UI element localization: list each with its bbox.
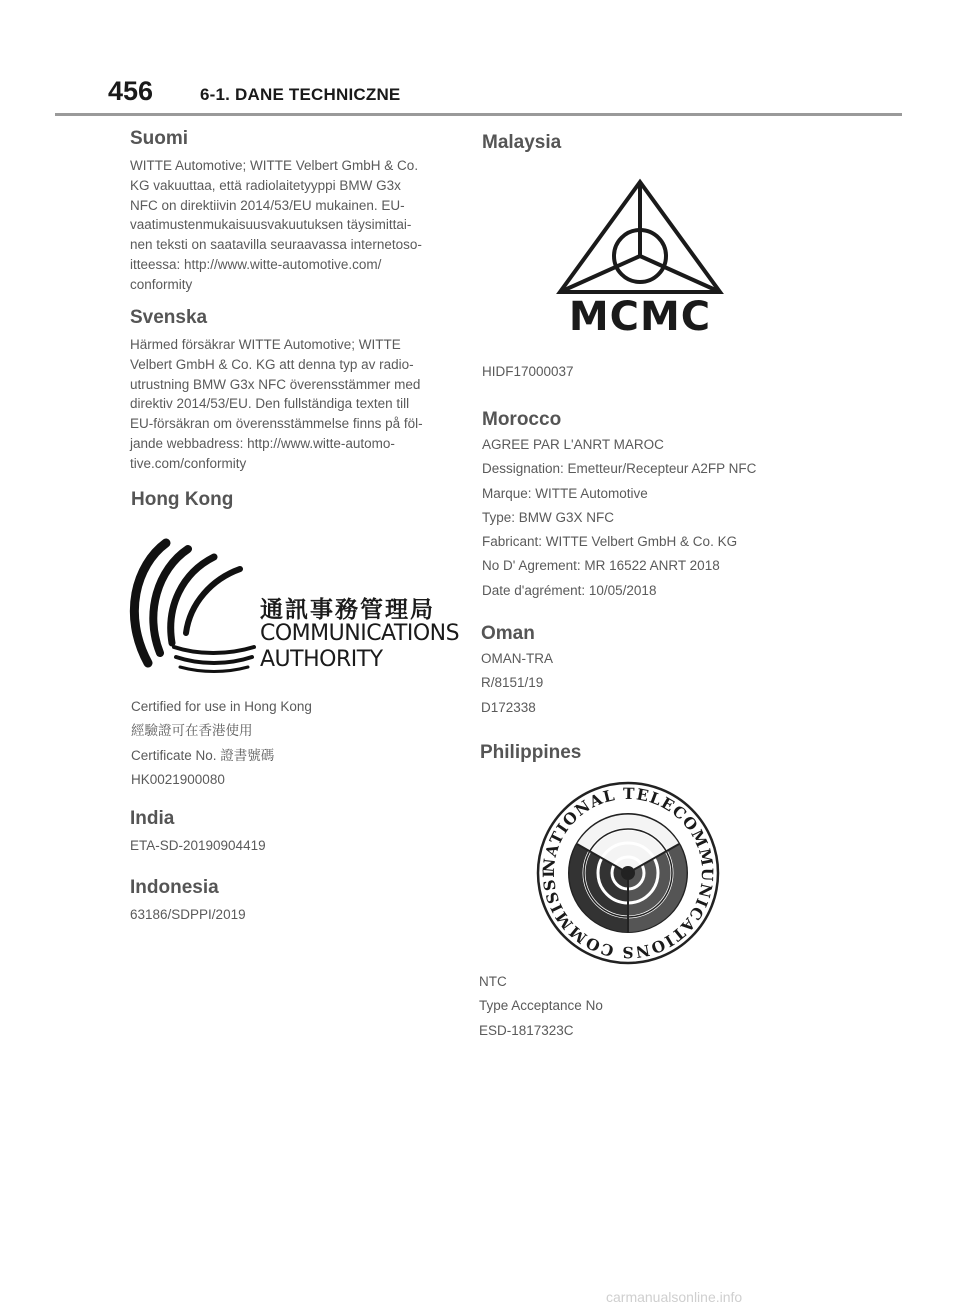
text-line: OMAN-TRA	[481, 651, 553, 666]
text-line: No D' Agrement: MR 16522 ANRT 2018	[482, 558, 720, 574]
heading-malaysia: Malaysia	[482, 132, 562, 153]
heading-india: India	[130, 808, 175, 829]
text-line: Date d'agrément: 10/05/2018	[482, 582, 657, 598]
ntc-seal-textpath: NATIONAL TELECOMMUNICATIONS COMMISSI	[538, 783, 718, 963]
ntc-seal	[535, 780, 721, 966]
text-line: conformity	[130, 276, 193, 292]
text-line: utrustning BMW G3x NFC överensstämmer med	[130, 376, 421, 392]
heading-morocco: Morocco	[482, 409, 562, 430]
text-line: jande webbadress: http://www.witte-automo-	[130, 435, 395, 451]
philippines-details	[479, 970, 809, 1043]
mcmc-triangle-icon	[548, 176, 732, 296]
section-hong-kong	[131, 489, 461, 511]
text-line: Type: BMW G3X NFC	[482, 509, 615, 525]
section-india	[130, 808, 460, 858]
section-morocco	[482, 409, 812, 603]
malaysia-details	[482, 360, 812, 384]
text-line: AGREE PAR L'ANRT MAROC	[482, 437, 664, 452]
heading-svenska: Svenska	[130, 307, 208, 328]
ofca-english-line2: AUTHORITY	[260, 647, 383, 672]
text-line: ESD-1817323C	[479, 1022, 574, 1038]
text-line: tive.com/conformity	[130, 455, 247, 471]
heading-indonesia: Indonesia	[130, 877, 219, 898]
section-philippines	[480, 742, 810, 764]
text-line: WITTE Automotive; WITTE Velbert GmbH & Co.	[130, 158, 419, 173]
page-header	[0, 0, 960, 116]
ofca-swoosh-icon	[128, 535, 258, 677]
text-line: itteessa: http://www.witte-automotive.com/	[130, 256, 382, 272]
section-indonesia	[130, 877, 460, 927]
section-oman	[481, 623, 811, 720]
text-line: Certified for use in Hong Kong	[131, 699, 312, 714]
mcmc-wordmark: MCMC	[568, 294, 712, 340]
heading-philippines: Philippines	[480, 742, 582, 763]
text-line: D172338	[481, 699, 536, 715]
text-line: EU-försäkran om överensstämmelse finns på föl-	[130, 416, 423, 432]
text-line: R/8151/19	[481, 675, 544, 691]
text-line: nen teksti on saatavilla seuraavassa internetoso-	[130, 237, 422, 253]
text-line: Härmed försäkrar WITTE Automotive; WITTE	[130, 337, 401, 352]
text-line: Dessignation: Emetteur/Recepteur A2FP NFC	[482, 461, 757, 477]
text-line: 63186/SDPPI/2019	[130, 907, 246, 922]
section-malaysia	[482, 132, 812, 154]
text-line: Fabricant: WITTE Velbert GmbH & Co. KG	[482, 534, 738, 550]
text-line: KG vakuuttaa, että radiolaitetyyppi BMW G3x	[130, 177, 401, 193]
text-line: HIDF17000037	[482, 364, 574, 379]
hong-kong-details	[131, 695, 461, 792]
text-line: HK0021900080	[131, 771, 225, 787]
text-suomi	[130, 156, 460, 295]
text-line: 經驗證可在香港使用	[131, 723, 253, 739]
text-line: vaatimustenmukaisuusvakuutuksen täysimittai-	[130, 217, 412, 233]
ofca-chinese-name: 通訊事務管理局	[260, 597, 435, 623]
watermark: carmanualsonline.info	[606, 1289, 743, 1305]
chapter-title: 6-1. DANE TECHNICZNE	[200, 85, 401, 104]
heading-oman: Oman	[481, 623, 535, 644]
text-line: ETA-SD-20190904419	[130, 838, 266, 853]
text-line: Certificate No. 證書號碼	[131, 747, 275, 763]
text-svenska	[130, 335, 460, 474]
ofca-logo	[128, 535, 460, 680]
text-line: direktiv 2014/53/EU. Den fullständiga texten till	[130, 396, 410, 412]
page-number: 456	[108, 76, 154, 106]
mcmc-logo	[548, 176, 732, 340]
text-line: Marque: WITTE Automotive	[482, 485, 648, 501]
heading-suomi: Suomi	[130, 128, 189, 149]
ofca-english-line1: COMMUNICATIONS	[260, 621, 460, 646]
header-rule	[55, 113, 902, 116]
text-line: NTC	[479, 974, 507, 989]
ntc-seal-icon	[535, 780, 721, 966]
section-svenska	[130, 307, 460, 474]
text-line: Type Acceptance No	[479, 998, 603, 1014]
section-suomi	[130, 128, 460, 295]
heading-hong-kong: Hong Kong	[131, 489, 234, 510]
text-line: Velbert GmbH & Co. KG att denna typ av radio-	[130, 356, 414, 372]
text-line: NFC on direktiivin 2014/53/EU mukainen. EU-	[130, 197, 405, 213]
